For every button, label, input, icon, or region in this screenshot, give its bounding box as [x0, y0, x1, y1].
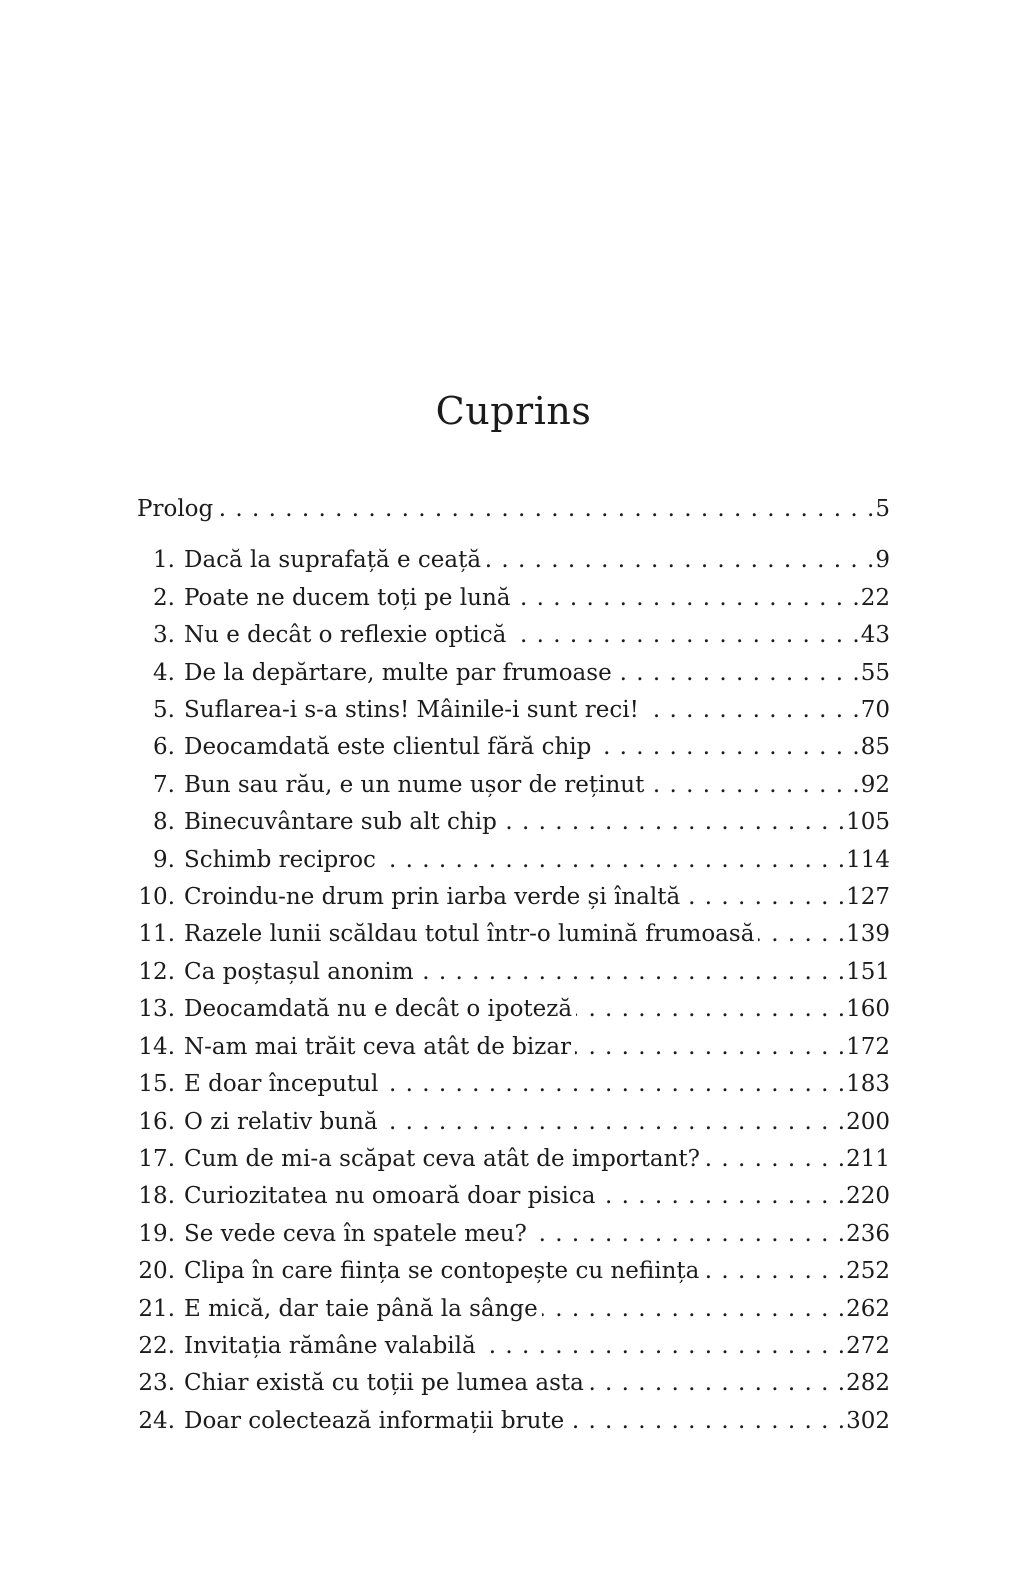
toc-entry-title: Razele lunii scăldau totul într-o lumină frumoasă [184, 921, 755, 948]
toc-entry-number: 17. [138, 1145, 175, 1172]
toc-entry-number: 16. [138, 1108, 175, 1135]
toc-entry [137, 879, 890, 916]
toc-entry-title: Doar colectează informații brute [184, 1407, 565, 1434]
toc-entry [137, 767, 890, 804]
toc-entry-number: 6. [153, 734, 175, 761]
toc-entry-number: 4. [153, 659, 175, 686]
toc-entry-number: 18. [138, 1183, 175, 1210]
toc-entry-title: E doar începutul [184, 1071, 379, 1098]
toc-entry [137, 1403, 890, 1440]
toc-entry-number: 15. [138, 1071, 175, 1098]
toc-dot-leader [531, 1216, 846, 1253]
toc-entry [137, 804, 890, 841]
toc-entry [137, 1253, 890, 1290]
toc-dot-leader [510, 617, 860, 654]
toc-entry-page: 172 [846, 1033, 890, 1060]
toc-dot-leader [485, 542, 875, 579]
toc-entry [137, 542, 890, 579]
toc-entry-page: 252 [846, 1258, 890, 1285]
toc-entry-page: 92 [860, 771, 890, 798]
toc-entry [137, 617, 890, 654]
toc-entry-number: 3. [153, 622, 175, 649]
toc-entry-title: Se vede ceva în spatele meu? [184, 1220, 527, 1247]
toc-entry-page: 151 [846, 958, 890, 985]
toc-entry [137, 1029, 890, 1066]
toc-entry-page: 262 [846, 1295, 890, 1322]
toc-dot-leader [600, 1178, 847, 1215]
toc-entry-page: 236 [846, 1220, 890, 1247]
toc-dot-leader [382, 1104, 847, 1141]
toc-entry [137, 916, 890, 953]
toc-entry-page: 183 [846, 1071, 890, 1098]
toc-entry-number: 8. [153, 809, 175, 836]
toc-entry-number: 20. [138, 1258, 175, 1285]
toc-entry-title: E mică, dar taie până la sânge [184, 1295, 538, 1322]
toc-dot-leader [643, 692, 861, 729]
toc-entry-page: 55 [860, 659, 890, 686]
toc-entry-page: 22 [860, 584, 890, 611]
toc-dot-leader [703, 1253, 846, 1290]
toc-entry [137, 1178, 890, 1215]
toc-entry-page: 220 [846, 1183, 890, 1210]
toc-entry-page: 160 [846, 996, 890, 1023]
toc-entry [137, 1216, 890, 1253]
toc-list [137, 491, 890, 1440]
toc-entry-page: 114 [846, 846, 890, 873]
toc-entry-title: Croindu-ne drum prin iarba verde și înaltă [184, 884, 681, 911]
toc-entry [137, 1141, 890, 1178]
toc-dot-leader [418, 954, 847, 991]
toc-entry [137, 729, 890, 766]
toc-entry-number: 13. [138, 996, 175, 1023]
toc-entry-title: O zi relativ bună [184, 1108, 378, 1135]
toc-entry-title: Curiozitatea nu omoară doar pisica [184, 1183, 596, 1210]
toc-entry-number: 11. [138, 921, 175, 948]
toc-entry-title: Binecuvântare sub alt chip [184, 809, 497, 836]
toc-dot-leader [515, 580, 861, 617]
toc-entry-page: 9 [875, 547, 890, 574]
toc-entry [137, 991, 890, 1028]
toc-dot-leader [575, 1029, 846, 1066]
toc-entry-page: 139 [846, 921, 890, 948]
toc-entry-number: 7. [153, 771, 175, 798]
toc-entry-page: 302 [846, 1407, 890, 1434]
toc-entry-page: 127 [846, 884, 890, 911]
toc-dot-leader [595, 729, 860, 766]
toc-entry-number: 23. [138, 1370, 175, 1397]
toc-entry-number: 24. [138, 1407, 175, 1434]
toc-dot-leader [542, 1291, 846, 1328]
toc-entry-page: 70 [860, 697, 890, 724]
toc-dot-leader [380, 842, 846, 879]
toc-entry-title: Nu e decât o reflexie optică [184, 622, 507, 649]
toc-entry [137, 1291, 890, 1328]
toc-entry-page: 282 [846, 1370, 890, 1397]
toc-entry [137, 1328, 890, 1365]
toc-entry [137, 491, 890, 528]
toc-entry-title: Dacă la suprafață e ceață [184, 547, 482, 574]
toc-dot-leader [704, 1141, 846, 1178]
toc-entry-page: 5 [875, 496, 890, 522]
toc-dot-leader [480, 1328, 846, 1365]
toc-entry [137, 1104, 890, 1141]
toc-entry-page: 272 [846, 1332, 890, 1359]
toc-dot-leader [684, 879, 846, 916]
toc-entry-title: Deocamdată este clientul fără chip [184, 734, 592, 761]
toc-entry-number: 19. [138, 1220, 175, 1247]
toc-dot-leader [568, 1403, 846, 1440]
toc-entry [137, 842, 890, 879]
toc-entry-number: 21. [138, 1295, 175, 1322]
toc-entry-number: 22. [138, 1332, 175, 1359]
toc-entry-number: 12. [138, 958, 175, 985]
toc-entry-title: Bun sau rău, e un nume ușor de reținut [184, 771, 645, 798]
toc-entry-number: 2. [153, 584, 175, 611]
toc-entry-title: Ca poștașul anonim [184, 958, 414, 985]
toc-dot-leader [501, 804, 846, 841]
toc-dot-leader [616, 655, 861, 692]
toc-dot-leader [588, 1365, 846, 1402]
toc-entry-title: Invitația rămâne valabilă [184, 1332, 476, 1359]
toc-entry-page: 200 [846, 1108, 890, 1135]
toc-entry-page: 211 [846, 1145, 890, 1172]
toc-entry [137, 1066, 890, 1103]
toc-entry-number: 5. [153, 697, 175, 724]
toc-entry [137, 1365, 890, 1402]
toc-dot-leader [758, 916, 846, 953]
toc-entry-title: Suflarea-i s-a stins! Mâinile-i sunt reci! [184, 697, 639, 724]
toc-entry [137, 580, 890, 617]
toc-entry-page: 85 [860, 734, 890, 761]
toc-dot-leader [382, 1066, 846, 1103]
toc-entry-page: 105 [846, 809, 890, 836]
toc-dot-leader [217, 491, 875, 528]
toc-entry-title: Poate ne ducem toți pe lună [184, 584, 511, 611]
page-title: Cuprins [435, 389, 592, 434]
toc-entry-title: De la depărtare, multe par frumoase [184, 659, 612, 686]
toc-entry-title: Clipa în care ființa se contopește cu neființa [184, 1258, 700, 1285]
toc-entry [137, 655, 890, 692]
toc-entry-title: Schimb reciproc [184, 846, 376, 873]
toc-dot-leader [648, 767, 860, 804]
toc-entry [137, 954, 890, 991]
toc-entry-number: 9. [153, 846, 175, 873]
toc-entry-number: 14. [138, 1033, 175, 1060]
toc-entry-page: 43 [860, 622, 890, 649]
toc-entry-number: 10. [138, 884, 175, 911]
toc-entry-title: Cum de mi-a scăpat ceva atât de important? [184, 1145, 700, 1172]
page-content [137, 0, 890, 1575]
toc-entry-title: Chiar există cu toții pe lumea asta [184, 1370, 584, 1397]
toc-entry [137, 692, 890, 729]
toc-entry-number: 1. [153, 547, 175, 574]
toc-dot-leader [576, 991, 846, 1028]
toc-entry-title: Deocamdată nu e decât o ipoteză [184, 996, 573, 1023]
toc-entry-title: N-am mai trăit ceva atât de bizar [184, 1033, 572, 1060]
toc-entry-title: Prolog [137, 496, 214, 522]
